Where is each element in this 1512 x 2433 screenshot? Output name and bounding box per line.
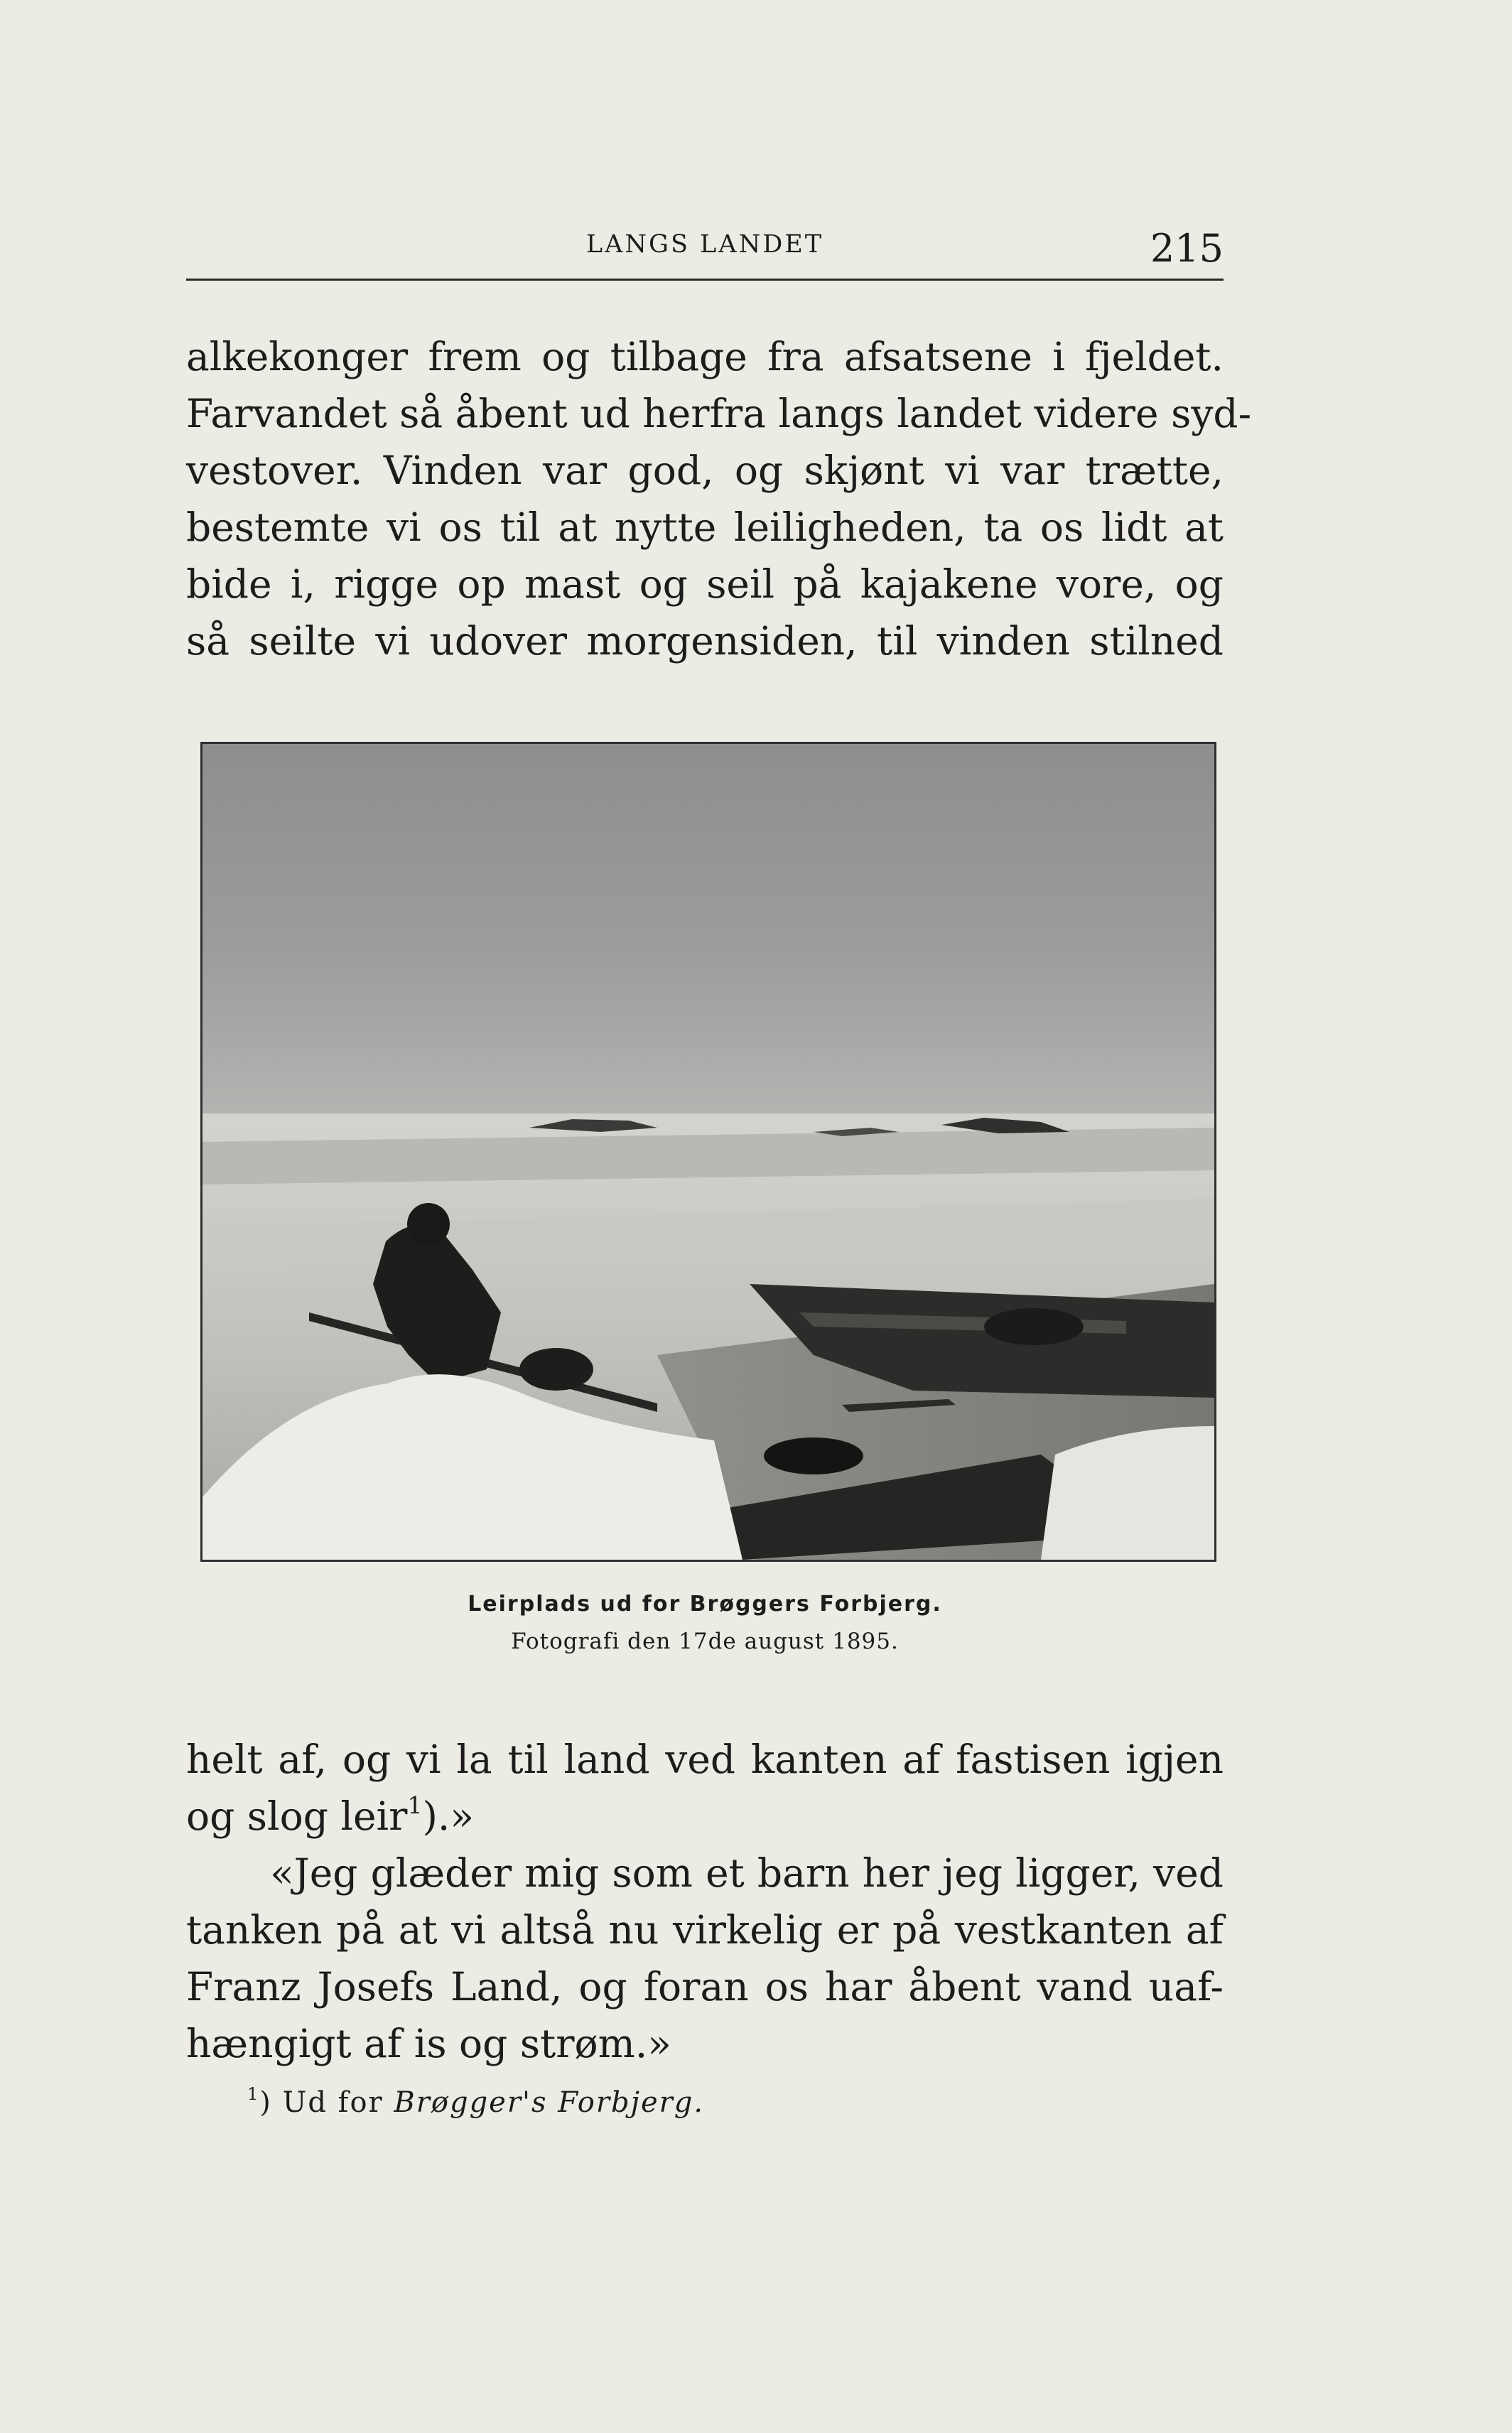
body-text-top <box>186 328 1252 669</box>
page-number: 215 <box>1150 226 1224 271</box>
text-line: bide i, rigge op mast og seil på kajakene vore, og <box>186 561 1224 607</box>
figure-subcaption: Fotografi den 17de august 1895. <box>511 1629 899 1654</box>
body-text-bottom <box>186 1731 1224 2072</box>
footnote-emphasis: Brøgger's Forbjerg. <box>394 2086 705 2119</box>
text-line: bestemte vi os til at nytte leiligheden, ta os lidt at <box>186 505 1224 550</box>
running-title: LANGS LANDET <box>585 230 824 259</box>
page-header <box>186 226 1224 281</box>
kayak-cockpit <box>984 1308 1084 1345</box>
text-line: alkekonger frem og tilbage fra afsatsene i fjeldet. <box>186 334 1224 379</box>
text-line: så seilte vi udover morgensiden, til vinden stilned <box>186 618 1224 664</box>
text-run: ).» <box>422 1793 475 1839</box>
footnote-reference: 1 <box>407 1791 423 1819</box>
text-line <box>186 1788 1224 1845</box>
ice-camp-photo <box>202 744 1214 1560</box>
man-head <box>407 1203 450 1246</box>
text-line: vestover. Vinden var god, og skjønt vi var trætte, <box>186 448 1224 493</box>
text-line: tanken på at vi altså nu virkelig er på vestkanten af <box>186 1907 1224 1953</box>
text-line: hængigt af is og strøm.» <box>186 2021 671 2066</box>
text-line: Farvandet så åbent ud herfra langs landet videre syd- <box>186 391 1252 436</box>
text-line: Franz Josefs Land, og foran os har åbent vand uaf- <box>186 1964 1224 2009</box>
footnote-mark: 1 <box>247 2084 260 2105</box>
photo-plate <box>200 742 1216 1562</box>
sky <box>202 744 1214 1121</box>
bundle <box>519 1348 593 1391</box>
text-line: helt af, og vi la til land ved kanten af fastisen igjen <box>186 1737 1224 1782</box>
text-run: og slog leir <box>186 1793 408 1839</box>
footnote-text: Ud for <box>282 2086 384 2119</box>
figure-caption: Leirplads ud for Brøggers Forbjerg. <box>468 1592 942 1617</box>
footnote <box>247 2086 704 2119</box>
header-rule <box>186 279 1224 281</box>
coiled-rope <box>764 1437 863 1474</box>
text-line: «Jeg glæder mig som et barn her jeg ligger, ved <box>270 1850 1224 1896</box>
footnote-paren: ) <box>259 2086 272 2119</box>
